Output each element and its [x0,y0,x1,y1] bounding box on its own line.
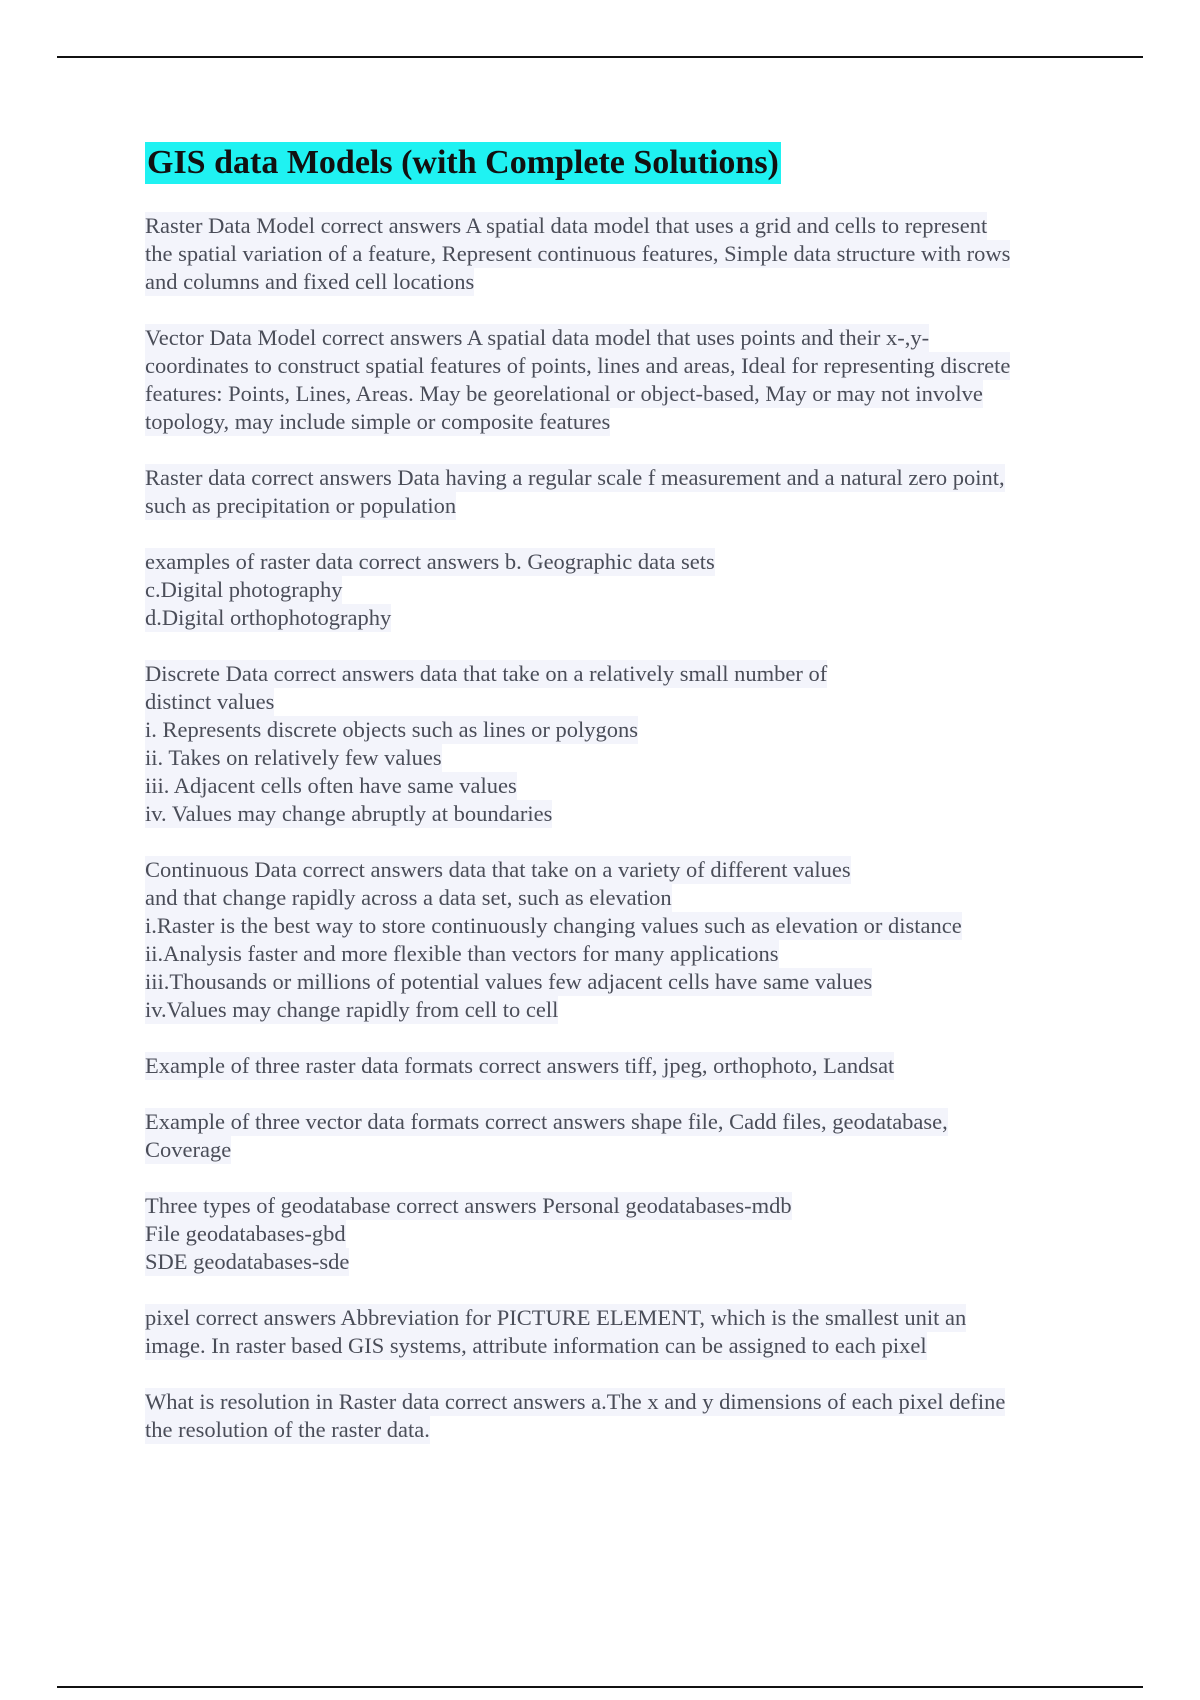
qa-entry [145,856,1085,1024]
entry-line [145,912,1085,940]
entry-line [145,1136,1085,1164]
entry-line-text: topology, may include simple or composite features [145,409,611,434]
qa-entry [145,1304,1085,1360]
entry-line-text: such as precipitation or population [145,493,457,518]
top-rule [57,56,1143,58]
entry-line [145,1220,1085,1248]
entry-line [145,716,1085,744]
entry-line-text: and that change rapidly across a data set, such as elevation [145,885,672,910]
entry-line-text: Raster Data Model correct answers A spatial data model that uses a grid and cells to represent [145,213,988,238]
document-title: GIS data Models (with Complete Solutions) [145,142,781,184]
entry-line-text: Discrete Data correct answers data that take on a relatively small number of [145,661,828,686]
entry-line [145,352,1085,380]
entry-line-text: Coverage [145,1137,232,1162]
entry-line [145,744,1085,772]
entry-line [145,1108,1085,1136]
qa-entry [145,1388,1085,1444]
entry-line-text: ii.Analysis faster and more flexible than vectors for many applications [145,941,779,966]
entry-line [145,1332,1085,1360]
entry-line-text: distinct values [145,689,275,714]
entry-line-text: examples of raster data correct answers b. Geographic data sets [145,549,715,574]
entry-line [145,688,1085,716]
entry-line-text: Vector Data Model correct answers A spatial data model that uses points and their x-,y- [145,325,930,350]
entry-line [145,268,1085,296]
entry-line [145,1304,1085,1332]
entry-line-text: Example of three vector data formats correct answers shape file, Cadd files, geodatabase, [145,1109,948,1134]
entry-line [145,380,1085,408]
entry-line [145,604,1085,632]
entry-line [145,1248,1085,1276]
entry-line [145,548,1085,576]
entry-line-text: d.Digital orthophotography [145,605,392,630]
entry-line [145,576,1085,604]
entry-line [145,492,1085,520]
entry-line [145,1192,1085,1220]
qa-entry [145,548,1085,632]
entry-line-text: File geodatabases-gbd [145,1221,346,1246]
entry-line-text: iv.Values may change rapidly from cell to cell [145,997,559,1022]
entry-line-text: i.Raster is the best way to store continuously changing values such as elevation or distance [145,913,962,938]
bottom-rule [57,1686,1143,1688]
entry-line [145,240,1085,268]
entry-line-text: c.Digital photography [145,577,343,602]
entry-line-text: What is resolution in Raster data correct answers a.The x and y dimensions of each pixel define [145,1389,1006,1414]
entry-line-text: SDE geodatabases-sde [145,1249,350,1274]
entry-line-text: the resolution of the raster data. [145,1417,430,1442]
qa-entry [145,1192,1085,1276]
entry-line-text: and columns and fixed cell locations [145,269,475,294]
entry-line [145,772,1085,800]
entry-line [145,1052,1085,1080]
entry-line [145,884,1085,912]
entry-line-text: iii.Thousands or millions of potential values few adjacent cells have same values [145,969,873,994]
entry-line-text: image. In raster based GIS systems, attribute information can be assigned to each pixel [145,1333,927,1358]
entry-line [145,464,1085,492]
entry-line-text: iii. Adjacent cells often have same values [145,773,517,798]
entry-line [145,996,1085,1024]
entry-line-text: Three types of geodatabase correct answers Personal geodatabases-mdb [145,1193,792,1218]
entry-line-text: the spatial variation of a feature, Represent continuous features, Simple data structure with rows [145,241,1011,266]
entry-line-text: Continuous Data correct answers data that take on a variety of different values [145,857,851,882]
qa-entries [145,212,1085,1444]
entry-line-text: Example of three raster data formats correct answers tiff, jpeg, orthophoto, Landsat [145,1053,895,1078]
entry-line [145,660,1085,688]
entry-line [145,800,1085,828]
entry-line-text: iv. Values may change abruptly at boundaries [145,801,553,826]
entry-line [145,1416,1085,1444]
entry-line [145,408,1085,436]
qa-entry [145,324,1085,436]
qa-entry [145,464,1085,520]
qa-entry [145,660,1085,828]
entry-line-text: features: Points, Lines, Areas. May be georelational or object-based, May or may not involve [145,381,983,406]
entry-line [145,324,1085,352]
entry-line-text: Raster data correct answers Data having a regular scale f measurement and a natural zero point, [145,465,1005,490]
entry-line-text: i. Represents discrete objects such as lines or polygons [145,717,639,742]
entry-line [145,940,1085,968]
qa-entry [145,212,1085,296]
entry-line-text: pixel correct answers Abbreviation for PICTURE ELEMENT, which is the smallest unit an [145,1305,967,1330]
entry-line [145,212,1085,240]
entry-line-text: coordinates to construct spatial features of points, lines and areas, Ideal for representing discrete [145,353,1011,378]
qa-entry [145,1108,1085,1164]
entry-line [145,856,1085,884]
entry-line-text: ii. Takes on relatively few values [145,745,442,770]
entry-line [145,1388,1085,1416]
qa-entry [145,1052,1085,1080]
entry-line [145,968,1085,996]
document-body [145,142,1085,1472]
